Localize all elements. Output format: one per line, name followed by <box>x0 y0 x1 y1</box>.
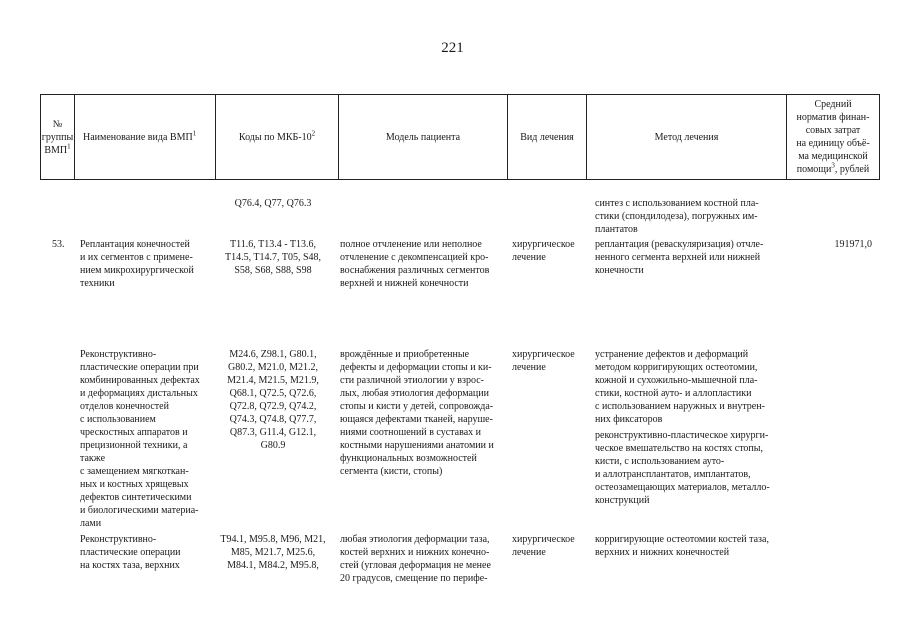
text-line: функциональных возможностей <box>340 453 477 464</box>
text-line: стики (спондилодеза), погружных им- <box>595 211 758 222</box>
text-line: Q74.3, Q74.8, Q77.7, <box>229 414 317 425</box>
text-line: ющаяся дефектами тканей, наруше- <box>340 414 493 425</box>
text-line: также <box>80 453 106 464</box>
header-text: совых затрат <box>805 125 861 136</box>
text-line: Q68.1, Q72.5, Q72.6, <box>229 388 317 399</box>
text-line: с использованием <box>80 414 156 425</box>
text-line: и их сегментов с примене- <box>80 252 193 263</box>
text-line: на костях таза, верхних <box>80 560 180 571</box>
row53-name <box>80 238 194 290</box>
text-line: пластические операции <box>80 547 181 558</box>
pelvis-model <box>340 533 491 585</box>
text-line: верхней и нижней конечности <box>340 278 469 289</box>
text-line: отделов конечностей <box>80 401 169 412</box>
text-line: полное отчленение или неполное <box>340 239 482 250</box>
recon-codes <box>214 348 332 452</box>
text-line: кисти, с использованием ауто- <box>595 456 725 467</box>
header-text: Коды по МКБ-10 <box>238 131 312 143</box>
pelvis-method <box>595 533 769 559</box>
text-line: стей (угловая деформация не менее <box>340 560 491 571</box>
text-line: ненного сегмента верхней или нижней <box>595 252 761 263</box>
text-line: стопы и кисти у детей, сопровожда- <box>340 401 494 412</box>
table-header <box>40 94 880 180</box>
text-line: кожной и сухожильно-мышечной пла- <box>595 375 758 386</box>
footnote-mark: 3 <box>831 161 835 170</box>
text-line: пластические операции при <box>80 362 199 373</box>
header-col-group-number <box>40 95 74 179</box>
text-line: M21.4, M21.5, M21.9, <box>227 375 319 386</box>
text-line: сегмента (кисти, стопы) <box>340 466 443 477</box>
header-col-cost <box>786 95 880 179</box>
text-line: ниями соотношений в суставах и <box>340 427 481 438</box>
cont-method <box>595 197 759 236</box>
text-line: и аллотрансплантатов, имплантатов, <box>595 469 751 480</box>
text-line: с замещением мягкоткан- <box>80 466 189 477</box>
row53-cost: 191971,0 <box>834 239 872 250</box>
recon-model <box>340 348 494 478</box>
footnote-mark: 1 <box>67 142 71 151</box>
header-col-name <box>74 95 215 179</box>
text-line: G80.2, M21.0, M21.2, <box>227 362 318 373</box>
text-line: T11.6, T13.4 - T13.6, <box>230 239 316 250</box>
text-line: любая этиология деформации таза, <box>340 534 490 545</box>
header-text: ВМП <box>44 144 68 156</box>
header-text: помощи <box>796 164 832 175</box>
header-text: № <box>52 118 63 130</box>
text-line: Реплантация конечностей <box>80 239 190 250</box>
text-line: G80.9 <box>260 440 286 451</box>
text-line: сти различной этиологии у взрос- <box>340 375 484 386</box>
text-line: отчленение с декомпенсацией кро- <box>340 252 489 263</box>
text-line: Q87.3, G11.4, G12.1, <box>229 427 317 438</box>
text-line: ческое вмешательство на костях стопы, <box>595 443 763 454</box>
row53-number: 53. <box>52 239 65 250</box>
text-line: лечение <box>512 362 546 373</box>
text-line: комбинированных дефектах <box>80 375 200 386</box>
row53-codes <box>214 238 332 277</box>
text-line: плантатов <box>595 224 638 235</box>
pelvis-type <box>512 533 575 559</box>
header-col-type: Вид лечения <box>507 95 586 179</box>
pelvis-codes <box>214 533 332 572</box>
recon-name <box>80 348 200 530</box>
text-line: реплантация (реваскуляризация) отчле- <box>595 239 764 250</box>
text-line: дефектов синтетическими <box>80 492 192 503</box>
header-col-model: Модель пациента <box>338 95 507 179</box>
text-line: конструкций <box>595 495 650 506</box>
footnote-mark: 2 <box>311 129 316 138</box>
header-text: Средний <box>814 99 852 110</box>
text-line: конечности <box>595 265 644 276</box>
text-line: хирургическое <box>512 534 575 545</box>
text-line: M24.6, Z98.1, G80.1, <box>229 349 317 360</box>
text-line: с использованием наружных и внутрен- <box>595 401 765 412</box>
text-line: лечение <box>512 252 546 263</box>
text-line: корригирующие остеотомии костей таза, <box>595 534 769 545</box>
row53-method <box>595 238 763 277</box>
text-line: хирургическое <box>512 349 575 360</box>
header-text: на единицу объё- <box>796 138 870 149</box>
text-line: Реконструктивно- <box>80 534 157 545</box>
text-line: чрескостных аппаратов и <box>80 427 188 438</box>
text-line: синтез с использованием костной пла- <box>595 198 759 209</box>
page-number: 221 <box>441 40 464 56</box>
text-line: T14.5, T14.7, T05, S48, <box>224 252 322 263</box>
text-line: костными нарушениями анатомии и <box>340 440 494 451</box>
text-line: и деформациях дистальных <box>80 388 198 399</box>
text-line: них фиксаторов <box>595 414 663 425</box>
text-line: верхних и нижних конечностей <box>595 547 730 558</box>
text-line: техники <box>80 278 115 289</box>
header-col-method: Метод лечения <box>586 95 786 179</box>
text-line: ных и костных хрящевых <box>80 479 189 490</box>
text-line: нием микрохирургической <box>80 265 194 276</box>
pelvis-name <box>80 533 181 572</box>
header-text: ма медицинской <box>798 151 868 162</box>
text-line: врождённые и приобретенные <box>340 349 470 360</box>
row53-model <box>340 238 489 290</box>
footnote-mark: 1 <box>192 129 197 138</box>
recon-type <box>512 348 575 374</box>
header-text: , рублей <box>834 164 870 175</box>
text-line: Q72.8, Q72.9, Q74.2, <box>229 401 317 412</box>
text-line: остеозамещающих материалов, металло- <box>595 482 770 493</box>
text-line: 20 градусов, смещение по перифе- <box>340 573 488 584</box>
text-line: лых, любая этиология деформации <box>340 388 489 399</box>
text-line: M84.1, M84.2, M95.8, <box>227 560 319 571</box>
text-line: реконструктивно-пластическое хирурги- <box>595 430 769 441</box>
text-line: прецизионной техники, а <box>80 440 188 451</box>
text-line: воснабжения различных сегментов <box>340 265 490 276</box>
header-text: норматив финан- <box>796 112 870 123</box>
text-line: костей верхних и нижних конечно- <box>340 547 490 558</box>
header-col-codes <box>215 95 338 179</box>
text-line: T94.1, M95.8, M96, M21, <box>220 534 326 545</box>
text-line: стики, костной ауто- и аллопластики <box>595 388 752 399</box>
text-line: дефекты и деформации стопы и ки- <box>340 362 492 373</box>
text-line: S58, S68, S88, S98 <box>234 265 312 276</box>
text-line: лами <box>80 518 102 529</box>
header-text: Наименование вида ВМП <box>83 131 193 143</box>
text-line: и биологическими материа- <box>80 505 199 516</box>
row53-type <box>512 238 575 264</box>
text-line: Реконструктивно- <box>80 349 157 360</box>
text-line: хирургическое <box>512 239 575 250</box>
text-line: лечение <box>512 547 546 558</box>
text-line: методом корригирующих остеотомии, <box>595 362 758 373</box>
text-line: устранение дефектов и деформаций <box>595 349 749 360</box>
text-line: M85, M21.7, M25.6, <box>230 547 316 558</box>
recon-method <box>595 348 770 507</box>
cont-codes: Q76.4, Q77, Q76.3 <box>234 198 312 209</box>
header-text: группы <box>41 131 74 143</box>
